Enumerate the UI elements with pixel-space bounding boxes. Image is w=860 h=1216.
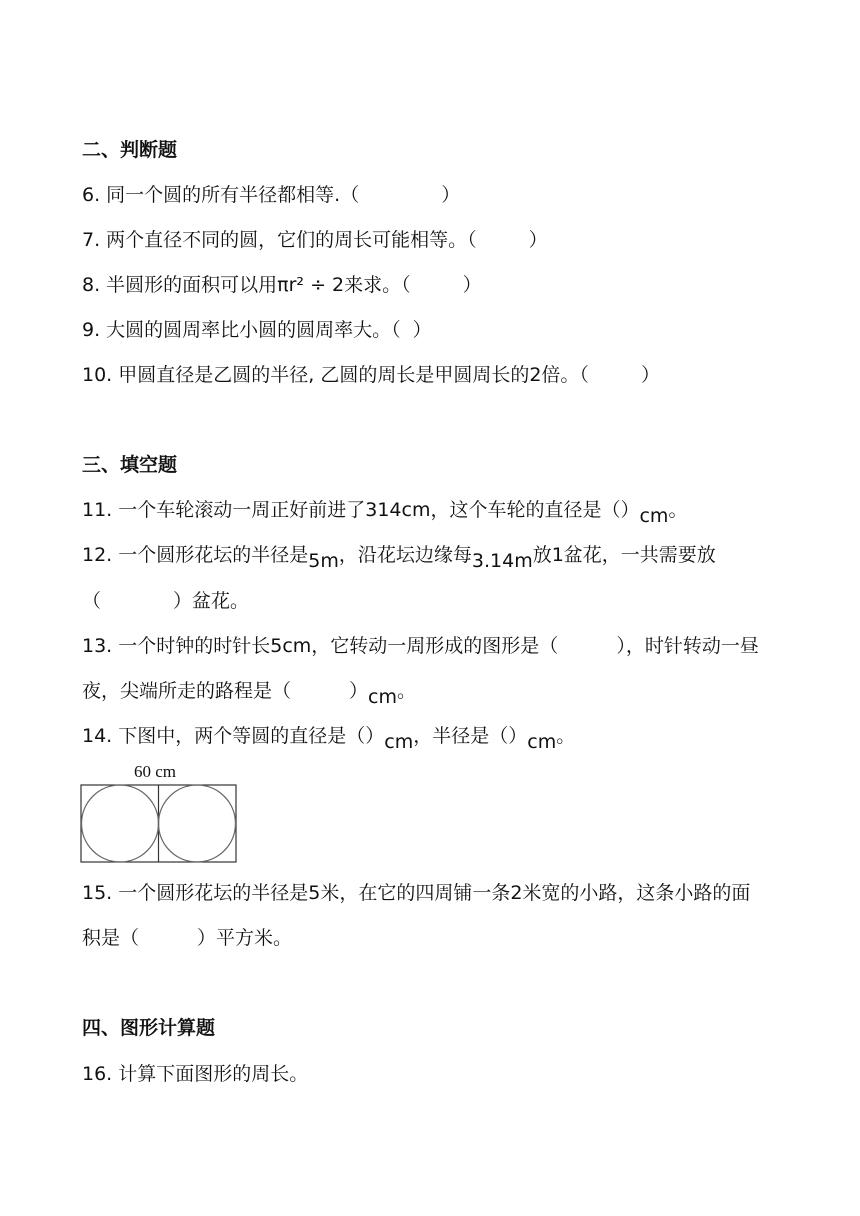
right-circle — [159, 785, 236, 862]
value-spacing: 3.14m — [471, 550, 533, 572]
question-text: 16. 计算下面图形的周长。 — [82, 1063, 309, 1085]
question-text: ），时针转动一昼 — [616, 635, 759, 657]
sentence-end: 。 — [668, 499, 688, 521]
section-heading-calculation: 四、图形计算题 — [82, 1017, 216, 1039]
question-12-line2 — [82, 589, 249, 613]
question-9 — [82, 318, 432, 342]
question-text: ）盆花。 — [173, 590, 250, 612]
question-13-line2 — [82, 679, 417, 708]
question-text: ，沿花坛边缘每 — [338, 544, 472, 566]
question-text: 15. 一个圆形花坛的半径是5米，在它的四周铺一条2米宽的小路，这条小路的面 — [82, 882, 751, 904]
question-12-line1 — [82, 543, 716, 572]
question-10 — [82, 363, 660, 387]
question-text: 11. 一个车轮滚动一周正好前进了314cm，这个车轮的直径是（） — [82, 499, 640, 521]
value-radius: 5m — [308, 550, 339, 572]
sentence-end: 。 — [397, 680, 417, 702]
question-8 — [82, 273, 482, 297]
question-text: 14. 下图中，两个等圆的直径是（） — [82, 725, 385, 747]
bracket-close: ） — [640, 364, 660, 386]
unit-label: cm — [527, 731, 557, 753]
unit-label: cm — [368, 686, 397, 708]
question-text: 10. 甲圆直径是乙圆的半径, 乙圆的周长是甲圆周长的2倍。（ — [82, 364, 589, 386]
question-text: 放1盆花，一共需要放 — [532, 544, 716, 566]
question-6 — [82, 183, 460, 207]
section-heading-judgment: 二、判断题 — [82, 139, 178, 161]
question-text: ）平方米。 — [197, 927, 293, 949]
question-text: 7. 两个直径不同的圆，它们的周长可能相等。（ — [82, 229, 477, 251]
question-15-line1 — [82, 881, 750, 905]
question-16 — [82, 1062, 308, 1086]
question-text: ，半径是（） — [413, 725, 528, 747]
bracket-close: ） — [528, 229, 548, 251]
question-text: 6. 同一个圆的所有半径都相等.（ — [82, 184, 360, 206]
figure-dimension-label: 60 cm — [134, 762, 177, 781]
left-circle — [82, 785, 159, 862]
question-text: 12. 一个圆形花坛的半径是 — [82, 544, 309, 566]
question-11 — [82, 498, 688, 527]
question-text: 积是（ — [82, 927, 140, 949]
unit-label: cm — [384, 731, 414, 753]
section-heading-fill-in: 三、填空题 — [82, 454, 178, 476]
bracket-close: ） — [412, 319, 432, 341]
unit-label: cm — [639, 505, 669, 527]
question-14 — [82, 724, 576, 753]
bracket-open: （ — [82, 590, 102, 612]
bracket-close: ） — [462, 274, 482, 296]
question-text: 9. 大圆的圆周率比小圆的圆周率大。（ — [82, 319, 401, 341]
question-text: 夜，尖端所走的路程是（ — [82, 680, 292, 702]
question-7 — [82, 228, 548, 252]
question-13-line1 — [82, 634, 759, 658]
two-circles-figure — [80, 784, 238, 864]
question-text: 8. 半圆形的面积可以用πr² ÷ 2来求。（ — [82, 274, 411, 296]
question-15-line2 — [82, 926, 292, 950]
question-text: 13. 一个时钟的时针长5cm，它转动一周形成的图形是（ — [82, 635, 559, 657]
bracket-close: ） — [441, 184, 461, 206]
bracket-close: ） — [349, 680, 369, 702]
sentence-end: 。 — [556, 725, 576, 747]
